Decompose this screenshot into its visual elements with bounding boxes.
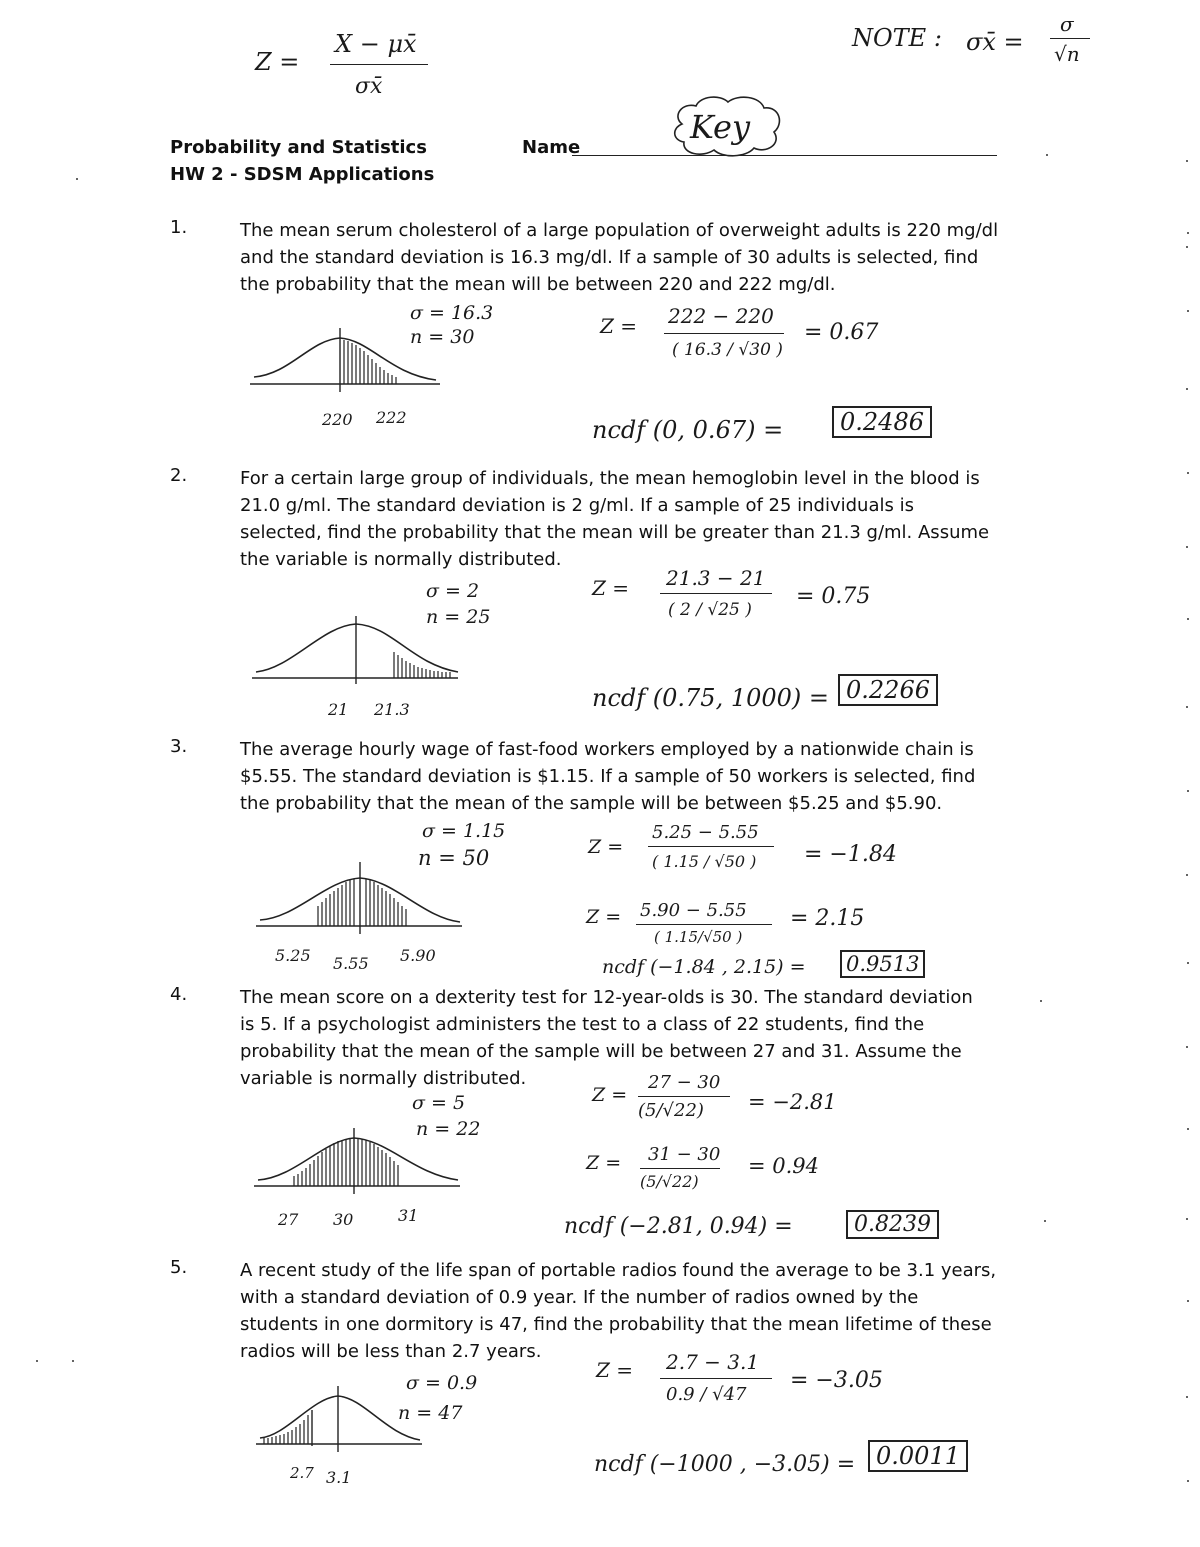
question-line: The mean serum cholesterol of a large population of overweight adults is 220 mg/dl	[240, 220, 999, 241]
axis-label: 30	[333, 1210, 354, 1229]
question-number: 1.	[170, 217, 188, 238]
ncdf-expression: ncdf (−1000 , −3.05) =	[594, 1452, 856, 1477]
question-text	[240, 217, 1020, 298]
name-label: Name	[522, 137, 581, 158]
axis-label: 220	[322, 410, 353, 429]
answer-box: 0.2486	[832, 406, 932, 438]
course-title: Probability and Statistics	[170, 137, 427, 158]
answer-box: 0.2266	[838, 674, 938, 706]
answer-box: 0.9513	[840, 950, 925, 978]
question-text	[240, 984, 1020, 1092]
given-sigma: σ = 0.9	[406, 1372, 478, 1394]
question-line: the probability that the mean will be between 220 and 222 mg/dl.	[240, 274, 836, 295]
axis-label: 5.55	[333, 954, 369, 973]
question-text	[240, 736, 1020, 817]
axis-label: 31	[398, 1206, 419, 1225]
z2-bar	[640, 1168, 720, 1169]
z2-denominator: (5/√22)	[640, 1172, 699, 1191]
axis-label: 21	[328, 700, 349, 719]
normal-curve-sketch	[250, 322, 450, 402]
axis-label: 5.25	[275, 946, 311, 965]
answer-box: 0.8239	[846, 1210, 939, 1239]
ncdf-expression: ncdf (0.75, 1000) =	[592, 684, 830, 712]
z1-bar	[664, 333, 784, 334]
z1-bar	[660, 593, 772, 594]
axis-label: 21.3	[374, 700, 410, 719]
question-line: with a standard deviation of 0.9 year. If the number of radios owned by the	[240, 1287, 919, 1308]
z1-bar	[648, 846, 774, 847]
z1-denominator: (5/√22)	[638, 1100, 704, 1121]
ncdf-expression: ncdf (0, 0.67) =	[592, 416, 784, 444]
question-text	[240, 465, 1020, 573]
z1-denominator: ( 1.15 / √50 )	[652, 852, 757, 871]
axis-label: 3.1	[326, 1468, 352, 1487]
axis-label: 5.90	[400, 946, 436, 965]
given-n: n = 22	[416, 1118, 481, 1140]
z1-numerator: 27 − 30	[648, 1072, 721, 1093]
z1-lhs: Z =	[588, 836, 624, 858]
axis-label: 222	[376, 408, 407, 427]
axis-label: 27	[278, 1210, 299, 1229]
question-line: students in one dormitory is 47, find the probability that the mean lifetime of these	[240, 1314, 992, 1335]
z1-result: = 0.75	[796, 584, 871, 609]
z1-numerator: 222 − 220	[668, 304, 774, 328]
z2-result: = 0.94	[748, 1154, 820, 1178]
z1-result: = −2.81	[748, 1090, 837, 1114]
note-lhs: σx̄ =	[966, 28, 1024, 56]
z1-lhs: Z =	[600, 314, 638, 338]
z1-numerator: 5.25 − 5.55	[652, 822, 759, 843]
question-line: variable is normally distributed.	[240, 1068, 527, 1089]
question-line: 21.0 g/ml. The standard deviation is 2 g/ml. If a sample of 25 individuals is	[240, 495, 914, 516]
given-sigma: σ = 2	[426, 580, 480, 602]
z2-bar	[636, 924, 772, 925]
z1-result: = 0.67	[804, 320, 879, 345]
normal-curve-sketch	[256, 860, 466, 946]
z1-denominator: 0.9 / √47	[666, 1384, 747, 1405]
normal-curve-sketch	[256, 1384, 426, 1464]
axis-label: 2.7	[290, 1464, 314, 1482]
given-sigma: σ = 5	[412, 1092, 466, 1114]
normal-curve-sketch	[252, 614, 466, 694]
z1-lhs: Z =	[592, 1084, 628, 1106]
normal-curve-sketch	[254, 1126, 464, 1210]
ncdf-expression: ncdf (−1.84 , 2.15) =	[602, 956, 806, 978]
given-n: n = 30	[410, 326, 475, 348]
note-label: NOTE :	[852, 24, 942, 52]
z2-lhs: Z =	[586, 906, 622, 928]
name-value: Key	[690, 108, 751, 146]
note-numerator: σ	[1060, 12, 1074, 36]
question-line: the variable is normally distributed.	[240, 549, 562, 570]
given-sigma: σ = 16.3	[410, 302, 494, 324]
z1-denominator: ( 2 / √25 )	[668, 600, 752, 620]
z1-bar	[660, 1378, 772, 1379]
question-text	[240, 1257, 1020, 1365]
z-formula-bar	[330, 64, 428, 65]
z-formula-lhs: Z =	[255, 48, 300, 76]
z-formula-numerator: X − μx̄	[335, 30, 417, 58]
z2-result: = 2.15	[790, 906, 865, 931]
question-number: 4.	[170, 984, 188, 1005]
z1-lhs: Z =	[596, 1358, 634, 1382]
question-line: probability that the mean of the sample will be between 27 and 31. Assume the	[240, 1041, 962, 1062]
z1-numerator: 2.7 − 3.1	[666, 1350, 760, 1374]
question-line: the probability that the mean of the sample will be between $5.25 and $5.90.	[240, 793, 943, 814]
note-bar	[1050, 38, 1090, 39]
given-n: n = 50	[418, 846, 490, 870]
question-line: $5.55. The standard deviation is $1.15. If a sample of 50 workers is selected, find	[240, 766, 976, 787]
z2-denominator: ( 1.15/√50 )	[654, 928, 743, 946]
z2-numerator: 5.90 − 5.55	[640, 900, 747, 921]
given-sigma: σ = 1.15	[422, 820, 506, 842]
z2-lhs: Z =	[586, 1152, 622, 1174]
assignment-title: HW 2 - SDSM Applications	[170, 164, 435, 185]
question-line: selected, find the probability that the mean will be greater than 21.3 g/ml. Assume	[240, 522, 990, 543]
given-n: n = 25	[426, 606, 491, 628]
note-denominator: √n	[1054, 42, 1080, 66]
question-line: For a certain large group of individuals, the mean hemoglobin level in the blood is	[240, 468, 980, 489]
question-line: The average hourly wage of fast-food workers employed by a nationwide chain is	[240, 739, 974, 760]
question-line: A recent study of the life span of portable radios found the average to be 3.1 years,	[240, 1260, 997, 1281]
question-number: 5.	[170, 1257, 188, 1278]
z1-result: = −1.84	[804, 842, 897, 867]
question-line: is 5. If a psychologist administers the test to a class of 22 students, find the	[240, 1014, 925, 1035]
z1-result: = −3.05	[790, 1368, 883, 1393]
ncdf-expression: ncdf (−2.81, 0.94) =	[564, 1214, 793, 1239]
z2-numerator: 31 − 30	[648, 1144, 721, 1165]
answer-box: 0.0011	[868, 1440, 968, 1472]
question-line: radios will be less than 2.7 years.	[240, 1341, 542, 1362]
question-number: 2.	[170, 465, 188, 486]
question-number: 3.	[170, 736, 188, 757]
z-formula-denominator: σx̄	[355, 74, 383, 99]
z1-bar	[638, 1096, 730, 1097]
z1-denominator: ( 16.3 / √30 )	[672, 340, 783, 360]
given-n: n = 47	[398, 1402, 463, 1424]
question-line: and the standard deviation is 16.3 mg/dl. If a sample of 30 adults is selected, find	[240, 247, 979, 268]
z1-numerator: 21.3 − 21	[666, 566, 766, 590]
question-line: The mean score on a dexterity test for 12-year-olds is 30. The standard deviation	[240, 987, 973, 1008]
z1-lhs: Z =	[592, 576, 630, 600]
